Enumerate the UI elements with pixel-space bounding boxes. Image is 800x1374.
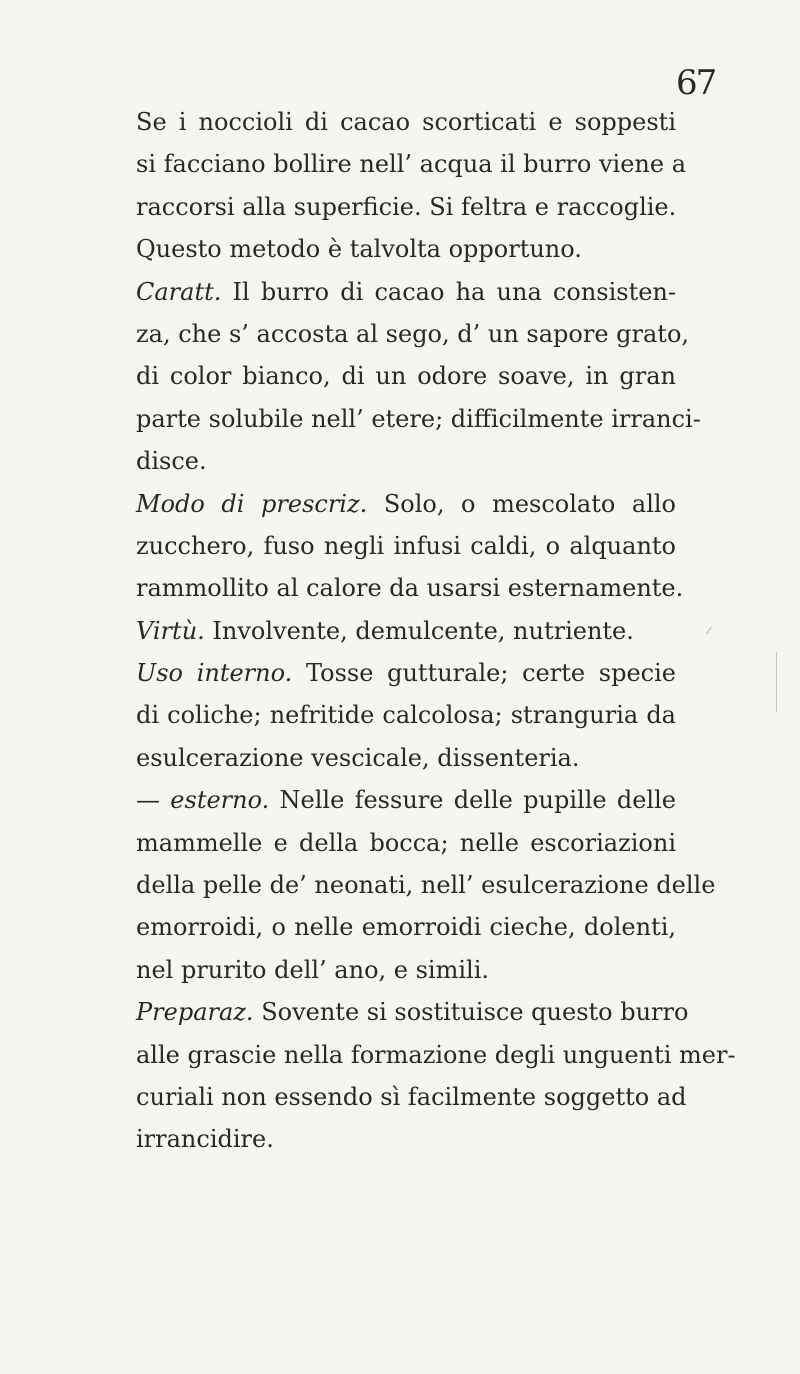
section-lead-modo: Modo di prescriz. [136,489,368,518]
text-line: rammollito al calore da usarsi esternamente. [136,574,684,603]
text-line: mammelle e della bocca; nelle escoriazioni [136,828,676,857]
text-line: Questo metodo è talvolta opportuno. [136,235,582,264]
text-line: Preparaz. Sovente si sostituisce questo burro [136,998,689,1027]
text-line: Modo di prescriz. Solo, o mescolato allo [136,489,676,518]
text-line: Se i noccioli di cacao scorticati e soppesti [136,108,676,136]
text-line: nel prurito dell’ ano, e simili. [136,955,490,984]
text-line: di coliche; nefritide calcolosa; stranguria da [136,701,676,730]
text-line: irrancidire. [136,1125,274,1154]
text-line: curiali non essendo sì facilmente soggetto ad [136,1082,687,1111]
text-line: Caratt. Il burro di cacao ha una consisten- [136,277,676,306]
text-line: Uso interno. Tosse gutturale; certe specie [136,659,676,688]
section-lead-caratt: Caratt. [136,277,222,306]
text-line: esulcerazione vescicale, dissenteria. [136,743,580,772]
text-line: Virtù. Involvente, demulcente, nutriente. [136,616,634,645]
text-line: si facciano bollire nell’ acqua il burro viene a [136,150,686,179]
section-lead-virtu: Virtù. [136,616,205,645]
text-line: disce. [136,447,207,476]
page-number: 67 [676,63,716,103]
em-dash: — [136,786,171,815]
section-lead-esterno: esterno. [170,786,270,815]
text-line: della pelle de’ neonati, nell’ esulcerazione delle [136,871,716,900]
text-line: parte solubile nell’ etere; difficilmente irranci- [136,404,701,433]
body-text [136,101,736,1161]
section-lead-uso-interno: Uso interno. [136,659,293,688]
text-line: emorroidi, o nelle emorroidi cieche, dolenti, [136,913,676,942]
text-line: zucchero, fuso negli infusi caldi, o alquanto [136,531,676,560]
section-lead-preparaz: Preparaz. [136,998,254,1027]
page-edge-mark [776,652,777,712]
text-line: raccorsi alla superficie. Si feltra e raccoglie. [136,192,677,221]
margin-mark [706,627,711,634]
text-line: — esterno. Nelle fessure delle pupille delle [136,786,676,815]
text-line: alle grascie nella formazione degli unguenti mer- [136,1040,736,1069]
text-line: di color bianco, di un odore soave, in gran [136,362,676,391]
text-line: za, che s’ accosta al sego, d’ un sapore grato, [136,319,690,348]
